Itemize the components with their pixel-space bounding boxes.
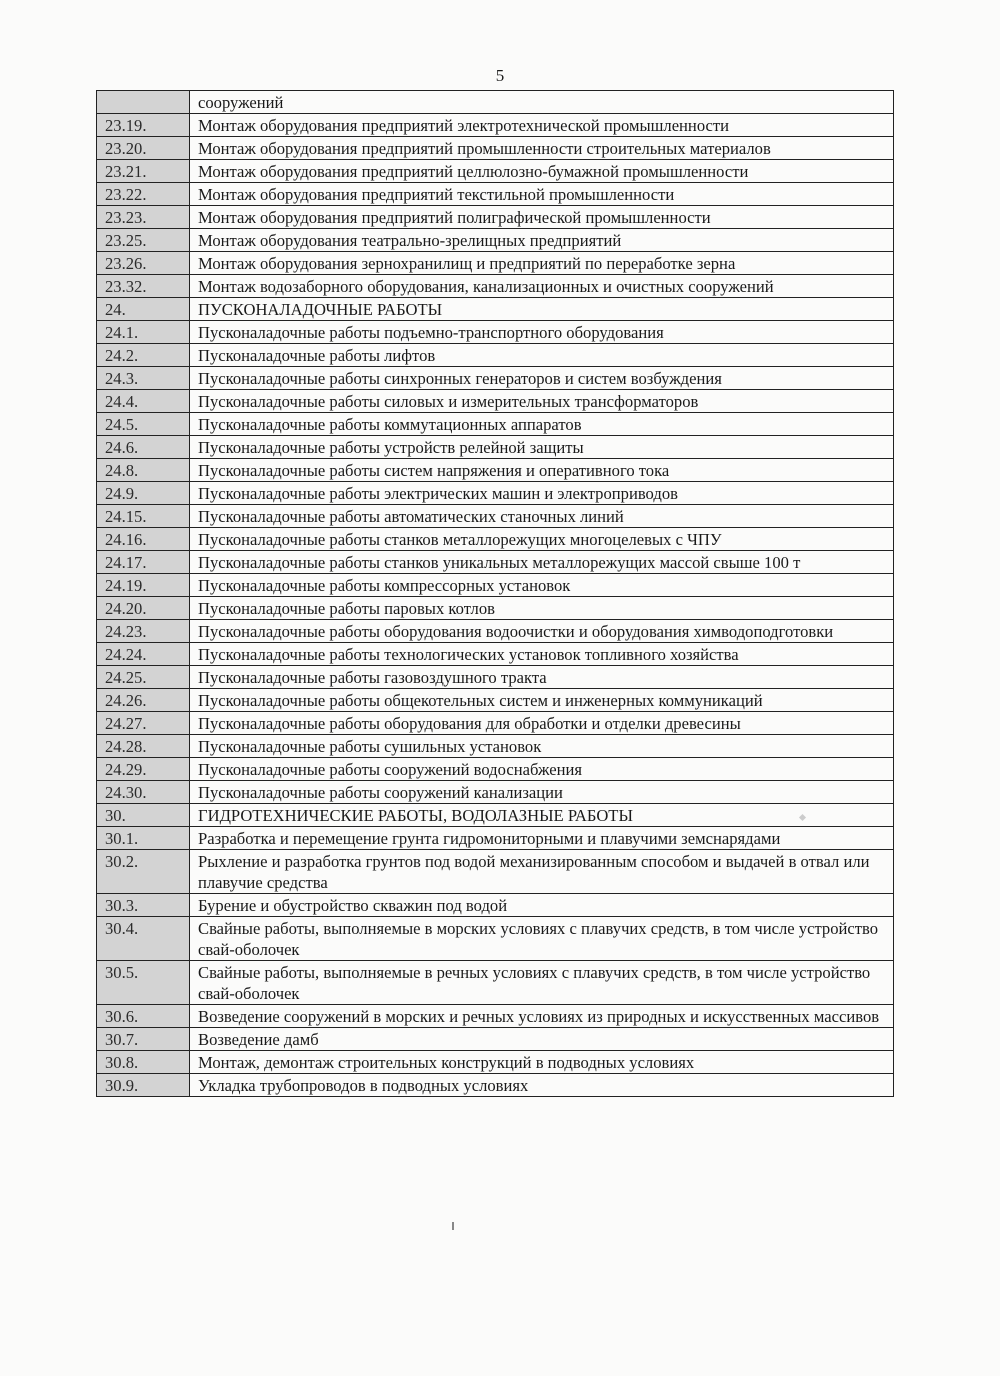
item-description: Пусконаладочные работы оборудования водоочистки и оборудования химводоподготовки	[190, 620, 894, 643]
item-number: 24.9.	[97, 482, 190, 505]
item-number: 24.19.	[97, 574, 190, 597]
item-number: 24.5.	[97, 413, 190, 436]
table-row	[97, 206, 894, 229]
item-description: Пусконаладочные работы общекотельных систем и инженерных коммуникаций	[190, 689, 894, 712]
table-row	[97, 137, 894, 160]
item-number: 24.26.	[97, 689, 190, 712]
item-description: Пусконаладочные работы подъемно-транспортного оборудования	[190, 321, 894, 344]
table-row	[97, 735, 894, 758]
table-row	[97, 1005, 894, 1028]
work-types-table	[96, 90, 894, 1097]
table-row	[97, 298, 894, 321]
item-description: Пусконаладочные работы сушильных установок	[190, 735, 894, 758]
item-number: 30.8.	[97, 1051, 190, 1074]
item-description: ГИДРОТЕХНИЧЕСКИЕ РАБОТЫ, ВОДОЛАЗНЫЕ РАБОТЫ	[190, 804, 894, 827]
item-description: Возведение сооружений в морских и речных условиях из природных и искусственных массивов	[190, 1005, 894, 1028]
item-number: 24.4.	[97, 390, 190, 413]
item-number: 30.1.	[97, 827, 190, 850]
table-row	[97, 528, 894, 551]
page-number: 5	[495, 66, 505, 85]
item-description: Пусконаладочные работы электрических машин и электроприводов	[190, 482, 894, 505]
item-description: Возведение дамб	[190, 1028, 894, 1051]
item-number: 24.25.	[97, 666, 190, 689]
item-number: 24.27.	[97, 712, 190, 735]
table-row	[97, 252, 894, 275]
item-number: 24.17.	[97, 551, 190, 574]
item-number: 23.26.	[97, 252, 190, 275]
table-row	[97, 666, 894, 689]
table-row	[97, 1028, 894, 1051]
item-number: 23.21.	[97, 160, 190, 183]
item-number: 23.20.	[97, 137, 190, 160]
item-number: 23.25.	[97, 229, 190, 252]
table-row	[97, 894, 894, 917]
item-description: Пусконаладочные работы коммутационных аппаратов	[190, 413, 894, 436]
table-row	[97, 1051, 894, 1074]
item-description: Пусконаладочные работы паровых котлов	[190, 597, 894, 620]
item-number	[97, 91, 190, 114]
item-number: 30.6.	[97, 1005, 190, 1028]
item-number: 24.28.	[97, 735, 190, 758]
item-number: 24.8.	[97, 459, 190, 482]
item-number: 24.3.	[97, 367, 190, 390]
table-row	[97, 689, 894, 712]
item-description: Монтаж водозаборного оборудования, канализационных и очистных сооружений	[190, 275, 894, 298]
table-row	[97, 1074, 894, 1097]
item-description: Пусконаладочные работы систем напряжения и оперативного тока	[190, 459, 894, 482]
item-description: Укладка трубопроводов в подводных условиях	[190, 1074, 894, 1097]
item-number: 30.7.	[97, 1028, 190, 1051]
item-number: 23.22.	[97, 183, 190, 206]
item-description: ПУСКОНАЛАДОЧНЫЕ РАБОТЫ	[190, 298, 894, 321]
item-description: Пусконаладочные работы устройств релейной защиты	[190, 436, 894, 459]
table-row	[97, 917, 894, 961]
table-row	[97, 459, 894, 482]
item-number: 23.32.	[97, 275, 190, 298]
item-description: Пусконаладочные работы компрессорных установок	[190, 574, 894, 597]
item-number: 24.15.	[97, 505, 190, 528]
item-description: Пусконаладочные работы силовых и измерительных трансформаторов	[190, 390, 894, 413]
table-row	[97, 160, 894, 183]
table-row	[97, 436, 894, 459]
scan-mark	[452, 1222, 454, 1230]
item-description: Разработка и перемещение грунта гидромониторными и плавучими земснарядами	[190, 827, 894, 850]
table-row	[97, 413, 894, 436]
table-row	[97, 781, 894, 804]
item-description: Монтаж оборудования зернохранилищ и предприятий по переработке зерна	[190, 252, 894, 275]
item-description: Свайные работы, выполняемые в речных условиях с плавучих средств, в том числе устройство свай-оболочек	[190, 961, 894, 1005]
table-row	[97, 961, 894, 1005]
table-row	[97, 183, 894, 206]
item-description: Монтаж оборудования предприятий текстильной промышленности	[190, 183, 894, 206]
table-row	[97, 620, 894, 643]
item-number: 24.2.	[97, 344, 190, 367]
item-number: 30.5.	[97, 961, 190, 1005]
item-number: 30.4.	[97, 917, 190, 961]
item-description: Пусконаладочные работы станков металлорежущих многоцелевых с ЧПУ	[190, 528, 894, 551]
item-description: Монтаж оборудования театрально-зрелищных предприятий	[190, 229, 894, 252]
item-description: Монтаж, демонтаж строительных конструкций в подводных условиях	[190, 1051, 894, 1074]
item-number: 30.3.	[97, 894, 190, 917]
item-description: Пусконаладочные работы автоматических станочных линий	[190, 505, 894, 528]
item-description: сооружений	[190, 91, 894, 114]
table-row	[97, 643, 894, 666]
table-row	[97, 229, 894, 252]
item-number: 24.24.	[97, 643, 190, 666]
item-description: Свайные работы, выполняемые в морских условиях с плавучих средств, в том числе устройство свай-оболочек	[190, 917, 894, 961]
item-number: 24.	[97, 298, 190, 321]
table-row	[97, 551, 894, 574]
table-row	[97, 505, 894, 528]
item-number: 24.29.	[97, 758, 190, 781]
item-number: 30.2.	[97, 850, 190, 894]
item-description: Пусконаладочные работы технологических установок топливного хозяйства	[190, 643, 894, 666]
table-row	[97, 390, 894, 413]
item-number: 24.20.	[97, 597, 190, 620]
item-description: Монтаж оборудования предприятий электротехнической промышленности	[190, 114, 894, 137]
item-description: Пусконаладочные работы газовоздушного тракта	[190, 666, 894, 689]
table-row	[97, 597, 894, 620]
item-number: 30.	[97, 804, 190, 827]
table-row	[97, 91, 894, 114]
table-row	[97, 850, 894, 894]
table-row	[97, 114, 894, 137]
item-description: Пусконаладочные работы станков уникальных металлорежущих массой свыше 100 т	[190, 551, 894, 574]
item-description: Пусконаладочные работы сооружений водоснабжения	[190, 758, 894, 781]
table-row	[97, 758, 894, 781]
item-number: 30.9.	[97, 1074, 190, 1097]
item-description: Рыхление и разработка грунтов под водой механизированным способом и выдачей в отвал или плавучие средства	[190, 850, 894, 894]
item-description: Монтаж оборудования предприятий целлюлозно-бумажной промышленности	[190, 160, 894, 183]
item-number: 23.19.	[97, 114, 190, 137]
item-number: 23.23.	[97, 206, 190, 229]
table-row	[97, 344, 894, 367]
item-description: Пусконаладочные работы лифтов	[190, 344, 894, 367]
table-row	[97, 827, 894, 850]
table-row	[97, 482, 894, 505]
item-description: Пусконаладочные работы сооружений канализации	[190, 781, 894, 804]
item-description: Пусконаладочные работы оборудования для обработки и отделки древесины	[190, 712, 894, 735]
item-description: Бурение и обустройство скважин под водой	[190, 894, 894, 917]
table-row	[97, 574, 894, 597]
table-row	[97, 804, 894, 827]
table-row	[97, 712, 894, 735]
item-number: 24.16.	[97, 528, 190, 551]
item-description: Монтаж оборудования предприятий полиграфической промышленности	[190, 206, 894, 229]
table-row	[97, 275, 894, 298]
item-number: 24.23.	[97, 620, 190, 643]
item-description: Пусконаладочные работы синхронных генераторов и систем возбуждения	[190, 367, 894, 390]
item-description: Монтаж оборудования предприятий промышленности строительных материалов	[190, 137, 894, 160]
item-number: 24.1.	[97, 321, 190, 344]
item-number: 24.6.	[97, 436, 190, 459]
item-number: 24.30.	[97, 781, 190, 804]
table-row	[97, 367, 894, 390]
table-row	[97, 321, 894, 344]
